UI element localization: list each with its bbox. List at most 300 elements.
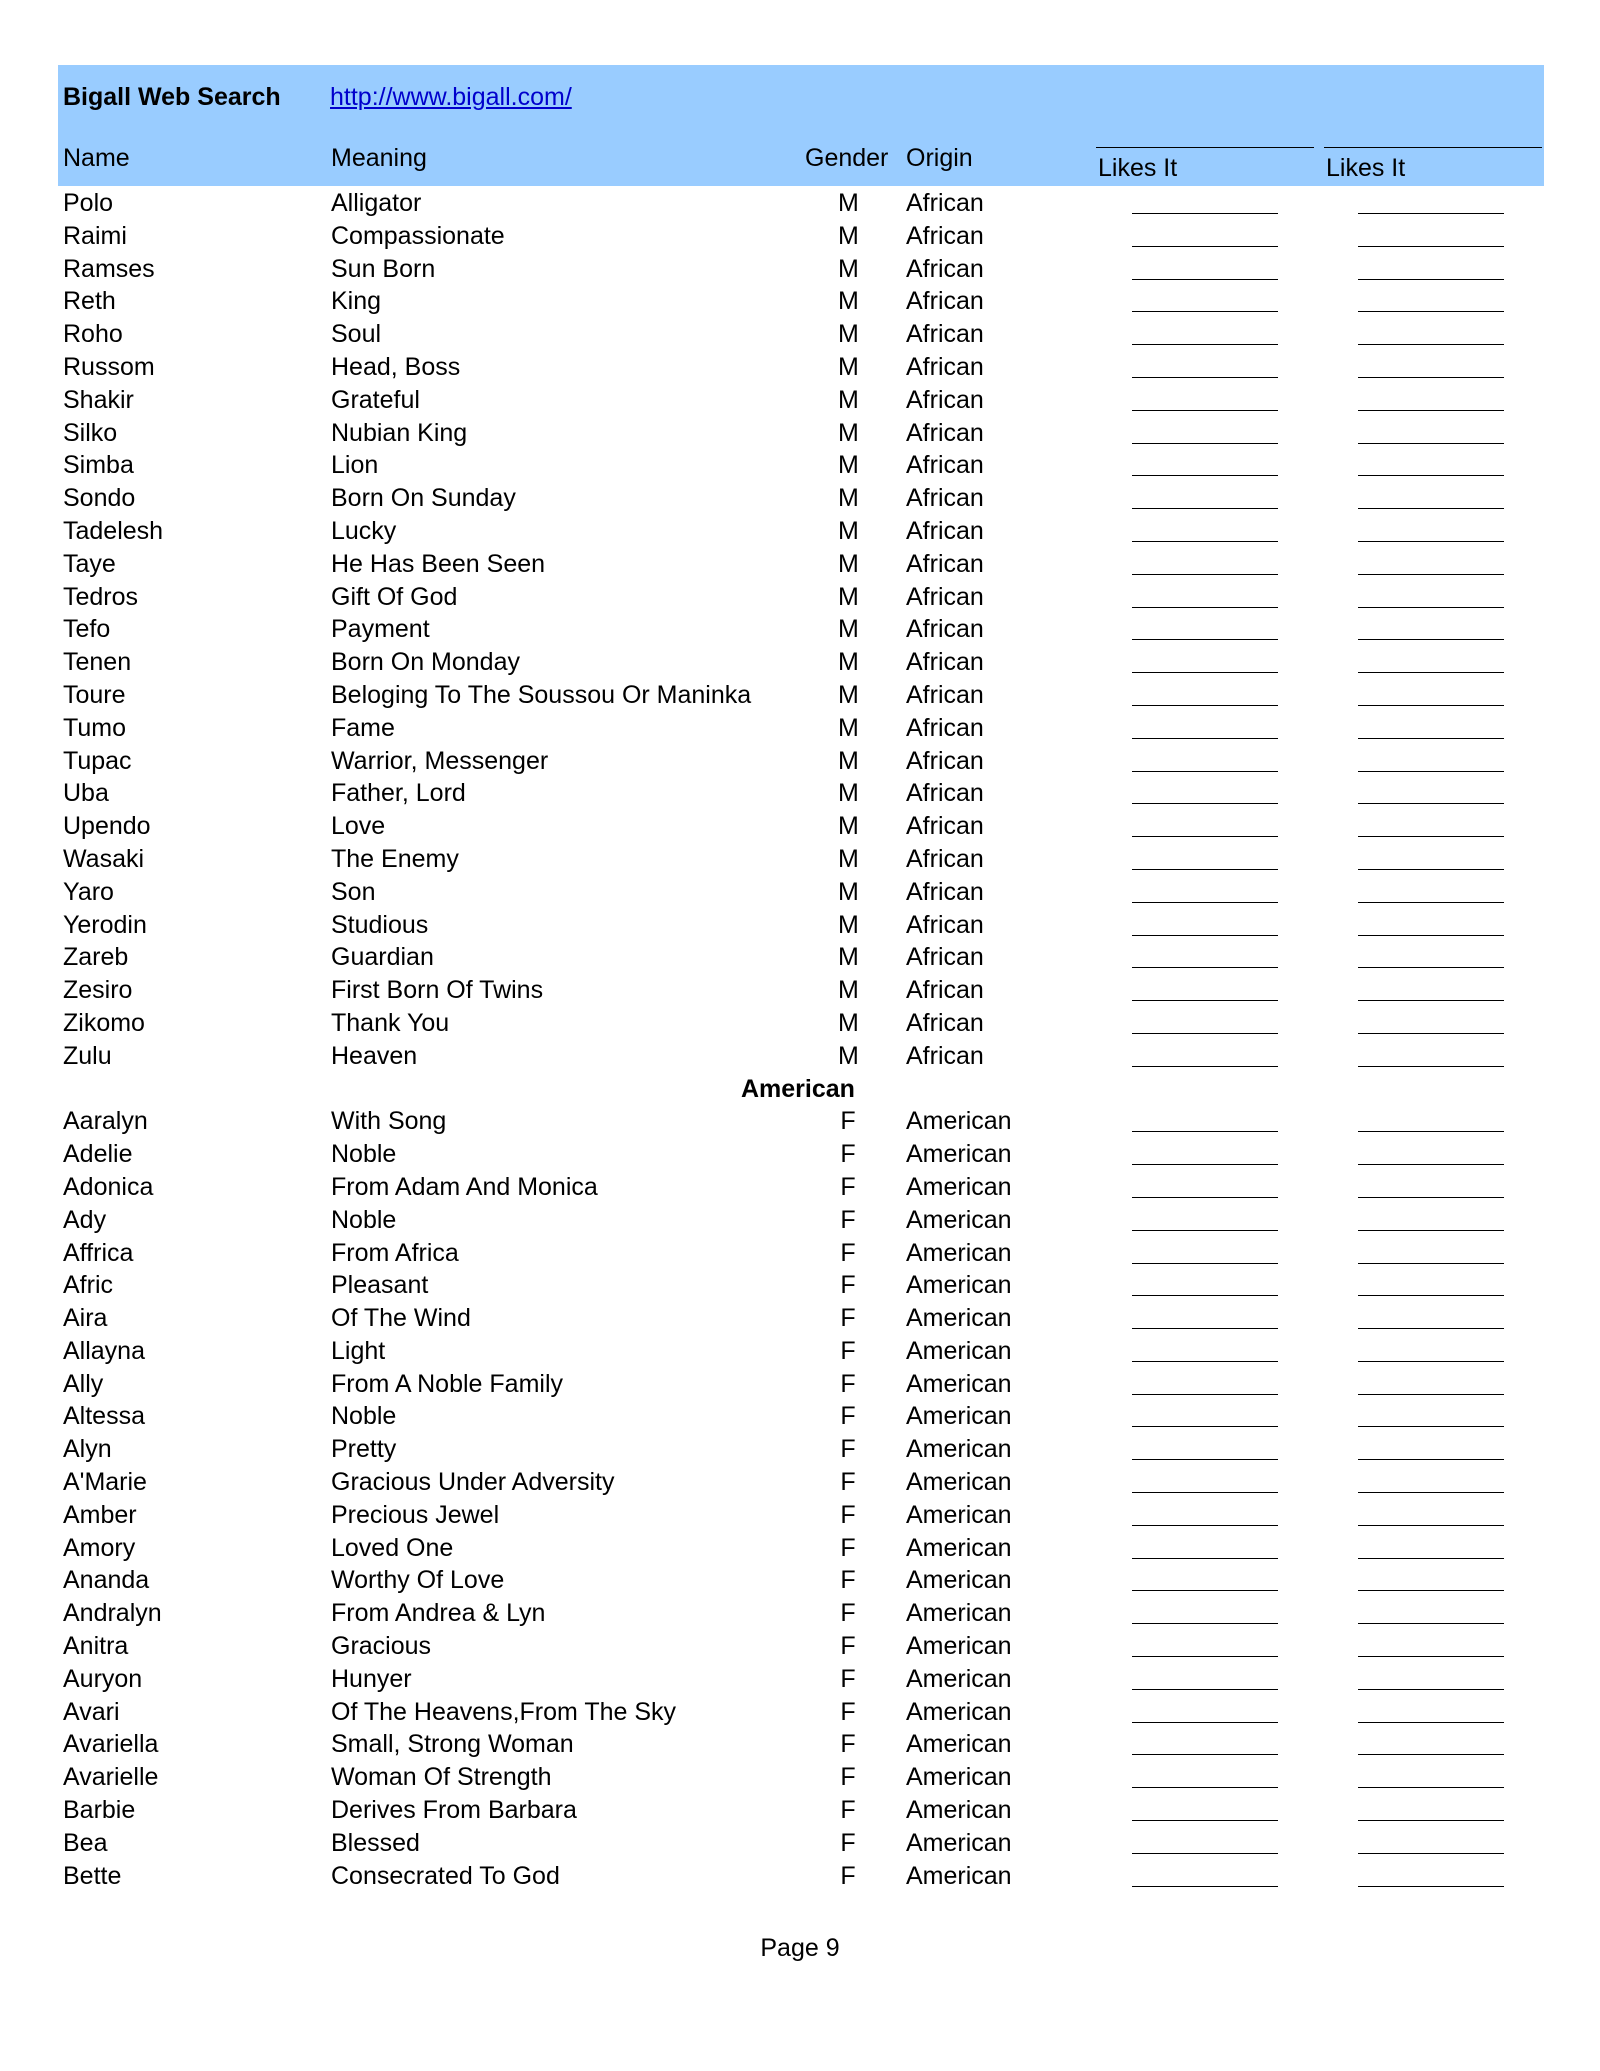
origin-cell: American: [906, 1533, 1012, 1562]
name-cell: Amber: [63, 1500, 137, 1529]
meaning-cell: Gift Of God: [331, 582, 458, 611]
origin-cell: African: [906, 582, 984, 611]
likes-blank-line-1[interactable]: [1132, 1426, 1278, 1427]
origin-cell: American: [906, 1304, 1012, 1333]
likes-blank-line-2[interactable]: [1358, 1361, 1504, 1362]
name-cell: Barbie: [63, 1796, 136, 1825]
likes-blank-line-1[interactable]: [1132, 1689, 1278, 1690]
likes-blank-line-1[interactable]: [1132, 771, 1278, 772]
likes-blank-line-2[interactable]: [1358, 1263, 1504, 1264]
table-row: [0, 613, 1600, 646]
meaning-cell: Woman Of Strength: [331, 1763, 552, 1792]
meaning-cell: Son: [331, 877, 376, 906]
likes-blank-line-1[interactable]: [1132, 1853, 1278, 1854]
origin-cell: American: [906, 1730, 1012, 1759]
origin-cell: American: [906, 1205, 1012, 1234]
gender-cell: F: [840, 1599, 856, 1628]
name-cell: Polo: [63, 189, 114, 217]
meaning-cell: Hunyer: [331, 1664, 412, 1693]
table-row: [0, 1105, 1600, 1138]
origin-cell: African: [906, 844, 984, 873]
likes-blank-line-1[interactable]: [1132, 1459, 1278, 1460]
name-cell: Sondo: [63, 484, 136, 513]
origin-cell: African: [906, 877, 984, 906]
origin-cell: American: [906, 1500, 1012, 1529]
section-heading-row: [0, 1073, 1600, 1106]
meaning-cell: Loved One: [331, 1533, 454, 1562]
gender-cell: M: [838, 484, 859, 513]
gender-cell: M: [838, 746, 859, 775]
origin-cell: American: [906, 1828, 1012, 1857]
origin-cell: African: [906, 221, 984, 250]
likes-blank-line-1[interactable]: [1132, 443, 1278, 444]
origin-cell: African: [906, 746, 984, 775]
gender-cell: M: [838, 976, 859, 1005]
likes-blank-line-2[interactable]: [1358, 1164, 1504, 1165]
likes-blank-line-2[interactable]: [1358, 836, 1504, 837]
meaning-cell: Beloging To The Soussou Or Maninka: [331, 680, 752, 709]
gender-cell: F: [840, 1435, 856, 1464]
table-row: [0, 1433, 1600, 1466]
likes-blank-line-2[interactable]: [1358, 246, 1504, 247]
likes-blank-line-1[interactable]: [1132, 246, 1278, 247]
meaning-cell: Love: [331, 812, 386, 841]
likes-blank-line-1[interactable]: [1132, 508, 1278, 509]
likes-blank-line-2[interactable]: [1358, 672, 1504, 673]
likes-blank-line-2[interactable]: [1358, 705, 1504, 706]
table-row: [0, 1860, 1600, 1893]
gender-cell: M: [838, 943, 859, 972]
likes-blank-line-2[interactable]: [1358, 1886, 1504, 1887]
likes-blank-line-1[interactable]: [1132, 344, 1278, 345]
meaning-cell: Born On Sunday: [331, 484, 516, 513]
name-cell: Russom: [63, 352, 155, 381]
gender-cell: M: [838, 287, 859, 316]
table-row: [0, 1564, 1600, 1597]
gender-cell: F: [840, 1468, 856, 1497]
likes-blank-line-2[interactable]: [1358, 1820, 1504, 1821]
likes-blank-line-2[interactable]: [1358, 935, 1504, 936]
likes-blank-line-2[interactable]: [1358, 902, 1504, 903]
meaning-cell: Noble: [331, 1402, 397, 1431]
likes-blank-line-1[interactable]: [1132, 1787, 1278, 1788]
gender-cell: F: [840, 1500, 856, 1529]
table-row: [0, 1532, 1600, 1565]
gender-cell: M: [838, 648, 859, 677]
origin-cell: African: [906, 484, 984, 513]
meaning-cell: Pleasant: [331, 1271, 429, 1300]
meaning-cell: He Has Been Seen: [331, 549, 546, 578]
gender-cell: M: [838, 418, 859, 447]
table-row: [0, 417, 1600, 450]
likes-blank-line-2[interactable]: [1358, 607, 1504, 608]
gender-cell: F: [840, 1205, 856, 1234]
likes-blank-line-1[interactable]: [1132, 279, 1278, 280]
meaning-cell: Soul: [331, 320, 382, 349]
origin-cell: American: [906, 1435, 1012, 1464]
origin-cell: American: [906, 1140, 1012, 1169]
likes-blank-line-1[interactable]: [1132, 869, 1278, 870]
likes-blank-line-1[interactable]: [1132, 1066, 1278, 1067]
gender-cell: M: [838, 320, 859, 349]
likes-blank-line-1[interactable]: [1132, 1558, 1278, 1559]
gender-cell: F: [840, 1828, 856, 1857]
origin-cell: African: [906, 680, 984, 709]
likes-blank-line-2[interactable]: [1358, 771, 1504, 772]
gender-cell: F: [840, 1763, 856, 1792]
likes-blank-line-1[interactable]: [1132, 1492, 1278, 1493]
name-cell: Ramses: [63, 254, 155, 283]
meaning-cell: With Song: [331, 1107, 447, 1136]
column-header-likes-2: Likes It: [1326, 154, 1406, 182]
likes-blank-line-2[interactable]: [1358, 967, 1504, 968]
table-row: [0, 974, 1600, 1007]
gender-cell: M: [838, 254, 859, 283]
gender-cell: M: [838, 680, 859, 709]
name-cell: A'Marie: [63, 1468, 147, 1497]
origin-cell: African: [906, 352, 984, 381]
column-header-gender: Gender: [805, 144, 889, 172]
likes-blank-line-2[interactable]: [1358, 1426, 1504, 1427]
gender-cell: F: [840, 1664, 856, 1693]
name-cell: Avariella: [63, 1730, 159, 1759]
origin-cell: American: [906, 1796, 1012, 1825]
likes-blank-line-2[interactable]: [1358, 1492, 1504, 1493]
name-cell: Tefo: [63, 615, 111, 644]
likes-blank-line-1[interactable]: [1132, 1263, 1278, 1264]
likes-blank-line-1[interactable]: [1132, 639, 1278, 640]
name-cell: Zareb: [63, 943, 129, 972]
likes-blank-line-2[interactable]: [1358, 1656, 1504, 1657]
likes-blank-line-2[interactable]: [1358, 738, 1504, 739]
likes-blank-line-1[interactable]: [1132, 1623, 1278, 1624]
table-row: [0, 679, 1600, 712]
likes-header-rule: [1324, 147, 1542, 148]
likes-blank-line-1[interactable]: [1132, 1000, 1278, 1001]
likes-blank-line-1[interactable]: [1132, 574, 1278, 575]
origin-cell: American: [906, 1664, 1012, 1693]
name-cell: Silko: [63, 418, 118, 447]
likes-blank-line-1[interactable]: [1132, 1525, 1278, 1526]
likes-blank-line-1[interactable]: [1132, 213, 1278, 214]
table-row: [0, 1466, 1600, 1499]
likes-blank-line-2[interactable]: [1358, 377, 1504, 378]
likes-blank-line-1[interactable]: [1132, 1590, 1278, 1591]
likes-blank-line-2[interactable]: [1358, 1459, 1504, 1460]
likes-blank-line-2[interactable]: [1358, 1558, 1504, 1559]
origin-cell: American: [906, 1763, 1012, 1792]
likes-blank-line-2[interactable]: [1358, 1623, 1504, 1624]
gender-cell: M: [838, 779, 859, 808]
likes-blank-line-1[interactable]: [1132, 1754, 1278, 1755]
gender-cell: M: [838, 516, 859, 545]
origin-cell: African: [906, 779, 984, 808]
meaning-cell: Fame: [331, 713, 395, 742]
gender-cell: F: [840, 1238, 856, 1267]
name-cell: Allayna: [63, 1336, 145, 1365]
likes-blank-line-2[interactable]: [1358, 869, 1504, 870]
name-cell: Reth: [63, 287, 116, 316]
origin-cell: African: [906, 812, 984, 841]
gender-cell: M: [838, 615, 859, 644]
table-row: [0, 1007, 1600, 1040]
likes-blank-line-1[interactable]: [1132, 541, 1278, 542]
name-cell: Upendo: [63, 812, 151, 841]
likes-blank-line-2[interactable]: [1358, 213, 1504, 214]
meaning-cell: From Andrea & Lyn: [331, 1599, 546, 1628]
origin-cell: American: [906, 1336, 1012, 1365]
meaning-cell: Blessed: [331, 1828, 420, 1857]
meaning-cell: Heaven: [331, 1041, 418, 1070]
origin-cell: American: [906, 1697, 1012, 1726]
name-cell: Avarielle: [63, 1763, 159, 1792]
gender-cell: M: [838, 1008, 859, 1037]
gender-cell: M: [838, 582, 859, 611]
likes-blank-line-1[interactable]: [1132, 1230, 1278, 1231]
names-table-body: [0, 187, 1600, 1892]
likes-blank-line-2[interactable]: [1358, 1033, 1504, 1034]
name-cell: Tumo: [63, 713, 126, 742]
table-row: [0, 909, 1600, 942]
likes-blank-line-2[interactable]: [1358, 1853, 1504, 1854]
likes-blank-line-2[interactable]: [1358, 443, 1504, 444]
name-cell: Afric: [63, 1271, 113, 1300]
table-row: [0, 1499, 1600, 1532]
name-cell: Aaralyn: [63, 1107, 148, 1136]
table-row: [0, 1302, 1600, 1335]
gender-cell: F: [840, 1336, 856, 1365]
likes-blank-line-2[interactable]: [1358, 279, 1504, 280]
name-cell: Toure: [63, 680, 126, 709]
meaning-cell: Warrior, Messenger: [331, 746, 549, 775]
name-cell: Zikomo: [63, 1008, 145, 1037]
likes-blank-line-1[interactable]: [1132, 1328, 1278, 1329]
name-cell: Tenen: [63, 648, 132, 677]
likes-blank-line-1[interactable]: [1132, 1886, 1278, 1887]
name-cell: Ally: [63, 1369, 104, 1398]
table-row: [0, 548, 1600, 581]
origin-cell: African: [906, 320, 984, 349]
likes-blank-line-2[interactable]: [1358, 410, 1504, 411]
origin-cell: African: [906, 910, 984, 939]
origin-cell: African: [906, 451, 984, 480]
table-row: [0, 1794, 1600, 1827]
gender-cell: M: [838, 189, 859, 217]
meaning-cell: Gracious: [331, 1632, 432, 1661]
table-row: [0, 220, 1600, 253]
gender-cell: M: [838, 877, 859, 906]
table-row: [0, 1040, 1600, 1073]
likes-blank-line-1[interactable]: [1132, 1164, 1278, 1165]
meaning-cell: Derives From Barbara: [331, 1796, 577, 1825]
likes-blank-line-1[interactable]: [1132, 377, 1278, 378]
likes-blank-line-2[interactable]: [1358, 1295, 1504, 1296]
name-cell: Alyn: [63, 1435, 112, 1464]
likes-blank-line-2[interactable]: [1358, 1590, 1504, 1591]
table-row: [0, 1400, 1600, 1433]
likes-blank-line-1[interactable]: [1132, 738, 1278, 739]
gender-cell: M: [838, 844, 859, 873]
table-row: [0, 1335, 1600, 1368]
column-header-origin: Origin: [906, 144, 973, 172]
likes-blank-line-2[interactable]: [1358, 1230, 1504, 1231]
likes-blank-line-2[interactable]: [1358, 639, 1504, 640]
gender-cell: M: [838, 221, 859, 250]
gender-cell: F: [840, 1172, 856, 1201]
likes-blank-line-2[interactable]: [1358, 344, 1504, 345]
table-row: [0, 1827, 1600, 1860]
likes-blank-line-1[interactable]: [1132, 311, 1278, 312]
name-cell: Affrica: [63, 1238, 134, 1267]
meaning-cell: Sun Born: [331, 254, 436, 283]
origin-cell: African: [906, 418, 984, 447]
origin-cell: African: [906, 1041, 984, 1070]
gender-cell: F: [840, 1402, 856, 1431]
likes-blank-line-2[interactable]: [1358, 574, 1504, 575]
meaning-cell: Small, Strong Woman: [331, 1730, 574, 1759]
origin-cell: American: [906, 1271, 1012, 1300]
meaning-cell: Noble: [331, 1140, 397, 1169]
meaning-cell: Payment: [331, 615, 430, 644]
meaning-cell: Grateful: [331, 385, 420, 414]
table-row: [0, 253, 1600, 286]
origin-cell: American: [906, 1369, 1012, 1398]
origin-cell: American: [906, 1172, 1012, 1201]
column-header-likes-1: Likes It: [1098, 154, 1178, 182]
gender-cell: F: [840, 1140, 856, 1169]
name-cell: Yaro: [63, 877, 114, 906]
meaning-cell: From Africa: [331, 1238, 459, 1267]
likes-blank-line-2[interactable]: [1358, 1000, 1504, 1001]
likes-blank-line-2[interactable]: [1358, 311, 1504, 312]
table-row: [0, 187, 1600, 220]
likes-blank-line-1[interactable]: [1132, 607, 1278, 608]
likes-blank-line-2[interactable]: [1358, 541, 1504, 542]
meaning-cell: Consecrated To God: [331, 1861, 560, 1890]
likes-blank-line-1[interactable]: [1132, 902, 1278, 903]
meaning-cell: Of The Heavens,From The Sky: [331, 1697, 677, 1726]
likes-blank-line-2[interactable]: [1358, 1328, 1504, 1329]
name-cell: Taye: [63, 549, 116, 578]
meaning-cell: Alligator: [331, 189, 422, 217]
meaning-cell: Lucky: [331, 516, 397, 545]
likes-blank-line-2[interactable]: [1358, 1066, 1504, 1067]
name-cell: Anitra: [63, 1632, 129, 1661]
table-row: [0, 1630, 1600, 1663]
likes-blank-line-2[interactable]: [1358, 1754, 1504, 1755]
table-row: [0, 941, 1600, 974]
gender-cell: F: [840, 1271, 856, 1300]
name-cell: Amory: [63, 1533, 136, 1562]
likes-blank-line-1[interactable]: [1132, 1820, 1278, 1821]
likes-blank-line-1[interactable]: [1132, 1361, 1278, 1362]
likes-blank-line-2[interactable]: [1358, 508, 1504, 509]
meaning-cell: Noble: [331, 1205, 397, 1234]
meaning-cell: Nubian King: [331, 418, 468, 447]
name-cell: Auryon: [63, 1664, 143, 1693]
likes-blank-line-2[interactable]: [1358, 1197, 1504, 1198]
likes-blank-line-1[interactable]: [1132, 475, 1278, 476]
likes-blank-line-2[interactable]: [1358, 1787, 1504, 1788]
table-row: [0, 1138, 1600, 1171]
gender-cell: M: [838, 1041, 859, 1070]
likes-blank-line-2[interactable]: [1358, 1525, 1504, 1526]
table-row: [0, 1696, 1600, 1729]
gender-cell: F: [840, 1632, 856, 1661]
origin-cell: African: [906, 254, 984, 283]
likes-blank-line-1[interactable]: [1132, 967, 1278, 968]
gender-cell: M: [838, 713, 859, 742]
likes-blank-line-1[interactable]: [1132, 1656, 1278, 1657]
site-url-link[interactable]: http://www.bigall.com/: [330, 83, 572, 111]
meaning-cell: Light: [331, 1336, 386, 1365]
likes-blank-line-1[interactable]: [1132, 935, 1278, 936]
site-title: Bigall Web Search: [63, 83, 281, 111]
name-cell: Bea: [63, 1828, 108, 1857]
likes-blank-line-1[interactable]: [1132, 672, 1278, 673]
name-cell: Avari: [63, 1697, 120, 1726]
origin-cell: African: [906, 1008, 984, 1037]
likes-header-rule: [1096, 147, 1314, 148]
likes-blank-line-2[interactable]: [1358, 1394, 1504, 1395]
meaning-cell: From Adam And Monica: [331, 1172, 598, 1201]
likes-blank-line-1[interactable]: [1132, 836, 1278, 837]
meaning-cell: Lion: [331, 451, 379, 480]
gender-cell: F: [840, 1533, 856, 1562]
origin-cell: African: [906, 943, 984, 972]
likes-blank-line-2[interactable]: [1358, 1722, 1504, 1723]
table-row: [0, 1597, 1600, 1630]
table-row: [0, 876, 1600, 909]
name-cell: Uba: [63, 779, 109, 808]
origin-cell: African: [906, 287, 984, 316]
name-cell: Ananda: [63, 1566, 150, 1595]
likes-blank-line-1[interactable]: [1132, 1131, 1278, 1132]
likes-blank-line-1[interactable]: [1132, 1722, 1278, 1723]
table-row: [0, 745, 1600, 778]
gender-cell: F: [840, 1566, 856, 1595]
likes-blank-line-1[interactable]: [1132, 803, 1278, 804]
table-row: [0, 1237, 1600, 1270]
table-row: [0, 1368, 1600, 1401]
likes-blank-line-1[interactable]: [1132, 410, 1278, 411]
likes-blank-line-1[interactable]: [1132, 1295, 1278, 1296]
origin-cell: African: [906, 713, 984, 742]
likes-blank-line-1[interactable]: [1132, 1197, 1278, 1198]
meaning-cell: Father, Lord: [331, 779, 466, 808]
likes-blank-line-2[interactable]: [1358, 803, 1504, 804]
origin-cell: African: [906, 549, 984, 578]
likes-blank-line-1[interactable]: [1132, 1033, 1278, 1034]
table-row: [0, 646, 1600, 679]
gender-cell: M: [838, 549, 859, 578]
likes-blank-line-1[interactable]: [1132, 705, 1278, 706]
origin-cell: African: [906, 648, 984, 677]
origin-cell: African: [906, 516, 984, 545]
gender-cell: M: [838, 812, 859, 841]
table-row: [0, 515, 1600, 548]
name-cell: Yerodin: [63, 910, 147, 939]
likes-blank-line-1[interactable]: [1132, 1394, 1278, 1395]
likes-blank-line-2[interactable]: [1358, 1131, 1504, 1132]
table-row: [0, 449, 1600, 482]
likes-blank-line-2[interactable]: [1358, 1689, 1504, 1690]
name-cell: Tadelesh: [63, 516, 164, 545]
likes-blank-line-2[interactable]: [1358, 475, 1504, 476]
table-row: [0, 351, 1600, 384]
name-cell: Shakir: [63, 385, 134, 414]
table-row: [0, 1269, 1600, 1302]
